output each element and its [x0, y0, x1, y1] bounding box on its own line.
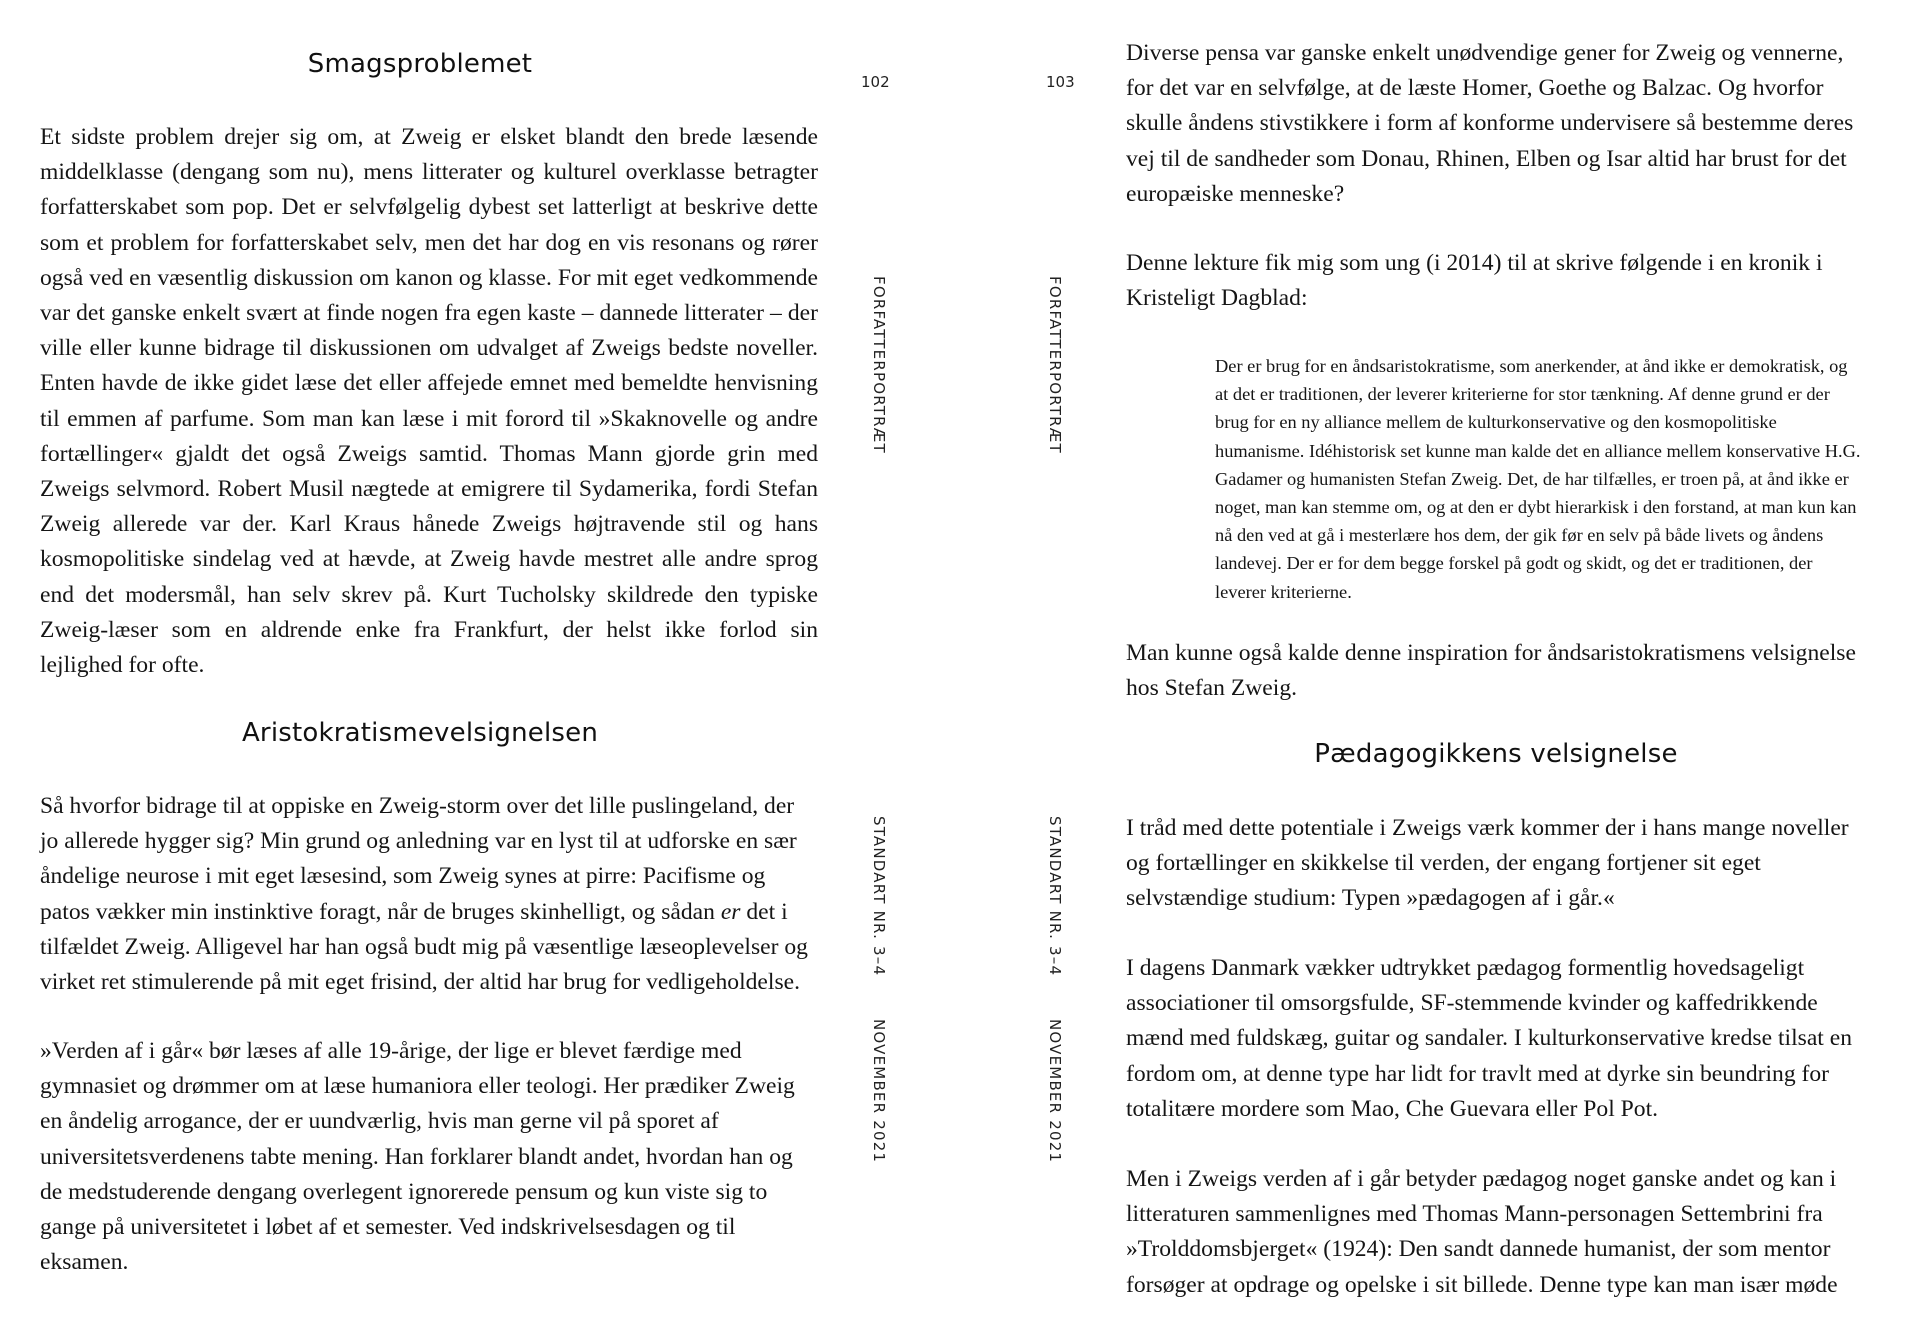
- section-heading-smagsproblemet: Smagsproblemet: [307, 49, 533, 79]
- running-issue-label: STANDART NR. 3–4: [870, 816, 888, 977]
- section-heading-paedagogikkens-velsignelse: Pædagogikkens velsignelse: [1314, 739, 1678, 769]
- paragraph: »Verden af i går« bør læses af alle 19-årige, der lige er blevet færdige med gymnasiet og drømmer om at læse humaniora eller teologi. Her prædiker Zweig en åndelig arrogance, der er uundværlig, hvis man gerne vil på sporet af universitetsverdenens tabte mening. Han forklarer blandt andet, hvordan han og de medstuderende dengang overlegent ignorerede pensum og kun viste sig to gange på universitetet i løbet af et semester. Ved indskrivelsesdagen og til eksamen.: [40, 1038, 795, 1276]
- paragraph: Diverse pensa var ganske enkelt unødvendige gener for Zweig og vennerne, for det var en selvfølge, at de læste Homer, Goethe og Balzac. Og hvorfor skulle åndens stivstikkere i form af konforme undervisere så bestemme deres vej til de sandheder som Donau, Rhinen, Elben og Isar altid har brust for det europæiske menneske?: [1126, 40, 1854, 207]
- running-issue-label: STANDART NR. 3–4: [1046, 816, 1064, 977]
- right-page: [960, 0, 1920, 1328]
- block-quote: Der er brug for en åndsaristokratisme, som anerkender, at ånd ikke er demokratisk, og at det er traditionen, der leverer kriterierne for stor tænkning. Af denne grund er der brug for en ny alliance mellem de kulturkonservative og den kosmopolitiske humanisme. Idéhistorisk set kunne man kalde det en alliance mellem konservative H.G. Gadamer og humanisten Stefan Zweig. Det, de har tilfælles, er troen på, at ånd ikke er noget, man kan stemme om, og at den er dybt hierarkisk i den forstand, at man kun kan nå den ved at gå i mesterlære hos dem, der gik før en selv på både livets og åndens landevej. Der er for dem begge forskel på godt og skidt, og det er traditionen, der leverer kriterierne.: [1215, 356, 1861, 602]
- running-date-label: NOVEMBER 2021: [1046, 1019, 1064, 1164]
- section-heading-aristokratismevelsignelsen: Aristokratismevelsignelsen: [241, 718, 599, 748]
- paragraph: I tråd med dette potentiale i Zweigs værk kommer der i hans mange noveller og fortællinger en skikkelse til verden, der engang fortjener sit eget selvstændige studium: Typen »pædagogen af i går.«: [1126, 815, 1849, 912]
- paragraph: Men i Zweigs verden af i går betyder pædagog noget ganske andet og kan i litteraturen sammenlignes med Thomas Mann-personagen Settembrini fra »Trolddomsbjerget« (1924): Den sandt dannede humanist, der som mentor forsøger at opdrage og opelske i sit billede. Denne type kan man især møde: [1126, 1166, 1838, 1298]
- running-section-label: FORFATTERPORTRÆT: [1046, 276, 1064, 454]
- paragraph: [40, 789, 818, 1000]
- paragraph: Et sidste problem drejer sig om, at Zweig er elsket blandt den brede læsende middelklasse (dengang som nu), mens litterater og kulturel overklasse betragter forfatterskabet som pop. Det er selvfølgelig dybest set latterligt at beskrive dette som et problem for forfatterskabet selv, men det har dog en vis resonans og rører også ved en væsentlig diskussion om kanon og klasse. For mit eget vedkommende var det ganske enkelt svært at finde nogen fra egen kaste – dannede litterater – der ville eller kunne bidrage til diskussionen om udvalget af Zweigs bedste noveller. Enten havde de ikke gidet læse det eller affejede emnet med bemeldte henvisning til emmen af parfume. Som man kan læse i mit forord til »Skaknovelle og andre fortællinger« gjaldt det også Zweigs samtid. Thomas Mann gjorde grin med Zweigs selvmord. Robert Musil nægtede at emigrere til Sydamerika, fordi Stefan Zweig allerede var der. Karl Kraus hånede Zweigs højtravende stil og hans kosmopolitiske sindelag ved at hævde, at Zweig havde mestret alle andre sprog end det modersmål, han selv skrev på. Kurt Tucholsky skildrede den typiske Zweig-læser som en aldrende enke fra Frankfurt, der helst ikke forlod sin lejlighed for ofte.: [40, 124, 818, 679]
- paragraph: Denne lekture fik mig som ung (i 2014) til at skrive følgende i en kronik i Kristeligt Dagblad:: [1126, 250, 1823, 312]
- paragraph: I dagens Danmark vækker udtrykket pædagog formentlig hovedsageligt associationer til omsorgsfulde, SF-stemmende kvinder og kaffedrikkende mænd med fuldskæg, guitar og sandaler. I kulturkonservative kredse tilsat en fordom om, at denne type har lidt for travlt med at dyrke sin beundring for totalitære mordere som Mao, Che Guevara eller Pol Pot.: [1126, 955, 1853, 1122]
- paragraph-text: Så hvorfor bidrage til at oppiske en Zweig-storm over det lille puslingeland, der jo allerede hygger sig? Min grund og anledning var en lyst til at udforske en sær åndelige neurose i mit eget læsesind, som Zweig synes at pirre: Pacifisme og patos vækker min instinktive foragt, når de bruges skinhelligt, og sådan: [40, 793, 797, 925]
- page-number: 102: [861, 73, 890, 91]
- paragraph: Man kunne også kalde denne inspiration for åndsaristokratismens velsignelse hos Stefan Zweig.: [1126, 640, 1856, 702]
- page-number: 103: [1046, 73, 1075, 91]
- running-date-label: NOVEMBER 2021: [870, 1019, 888, 1164]
- emphasis: er: [720, 898, 741, 925]
- running-section-label: FORFATTERPORTRÆT: [870, 276, 888, 454]
- paragraph-text: det i tilfældet Zweig. Alligevel har han også budt mig på væsentlige læseoplevelser og virket ret stimulerende på mit eget frisind, der altid har brug for vedligeholdelse.: [40, 898, 808, 996]
